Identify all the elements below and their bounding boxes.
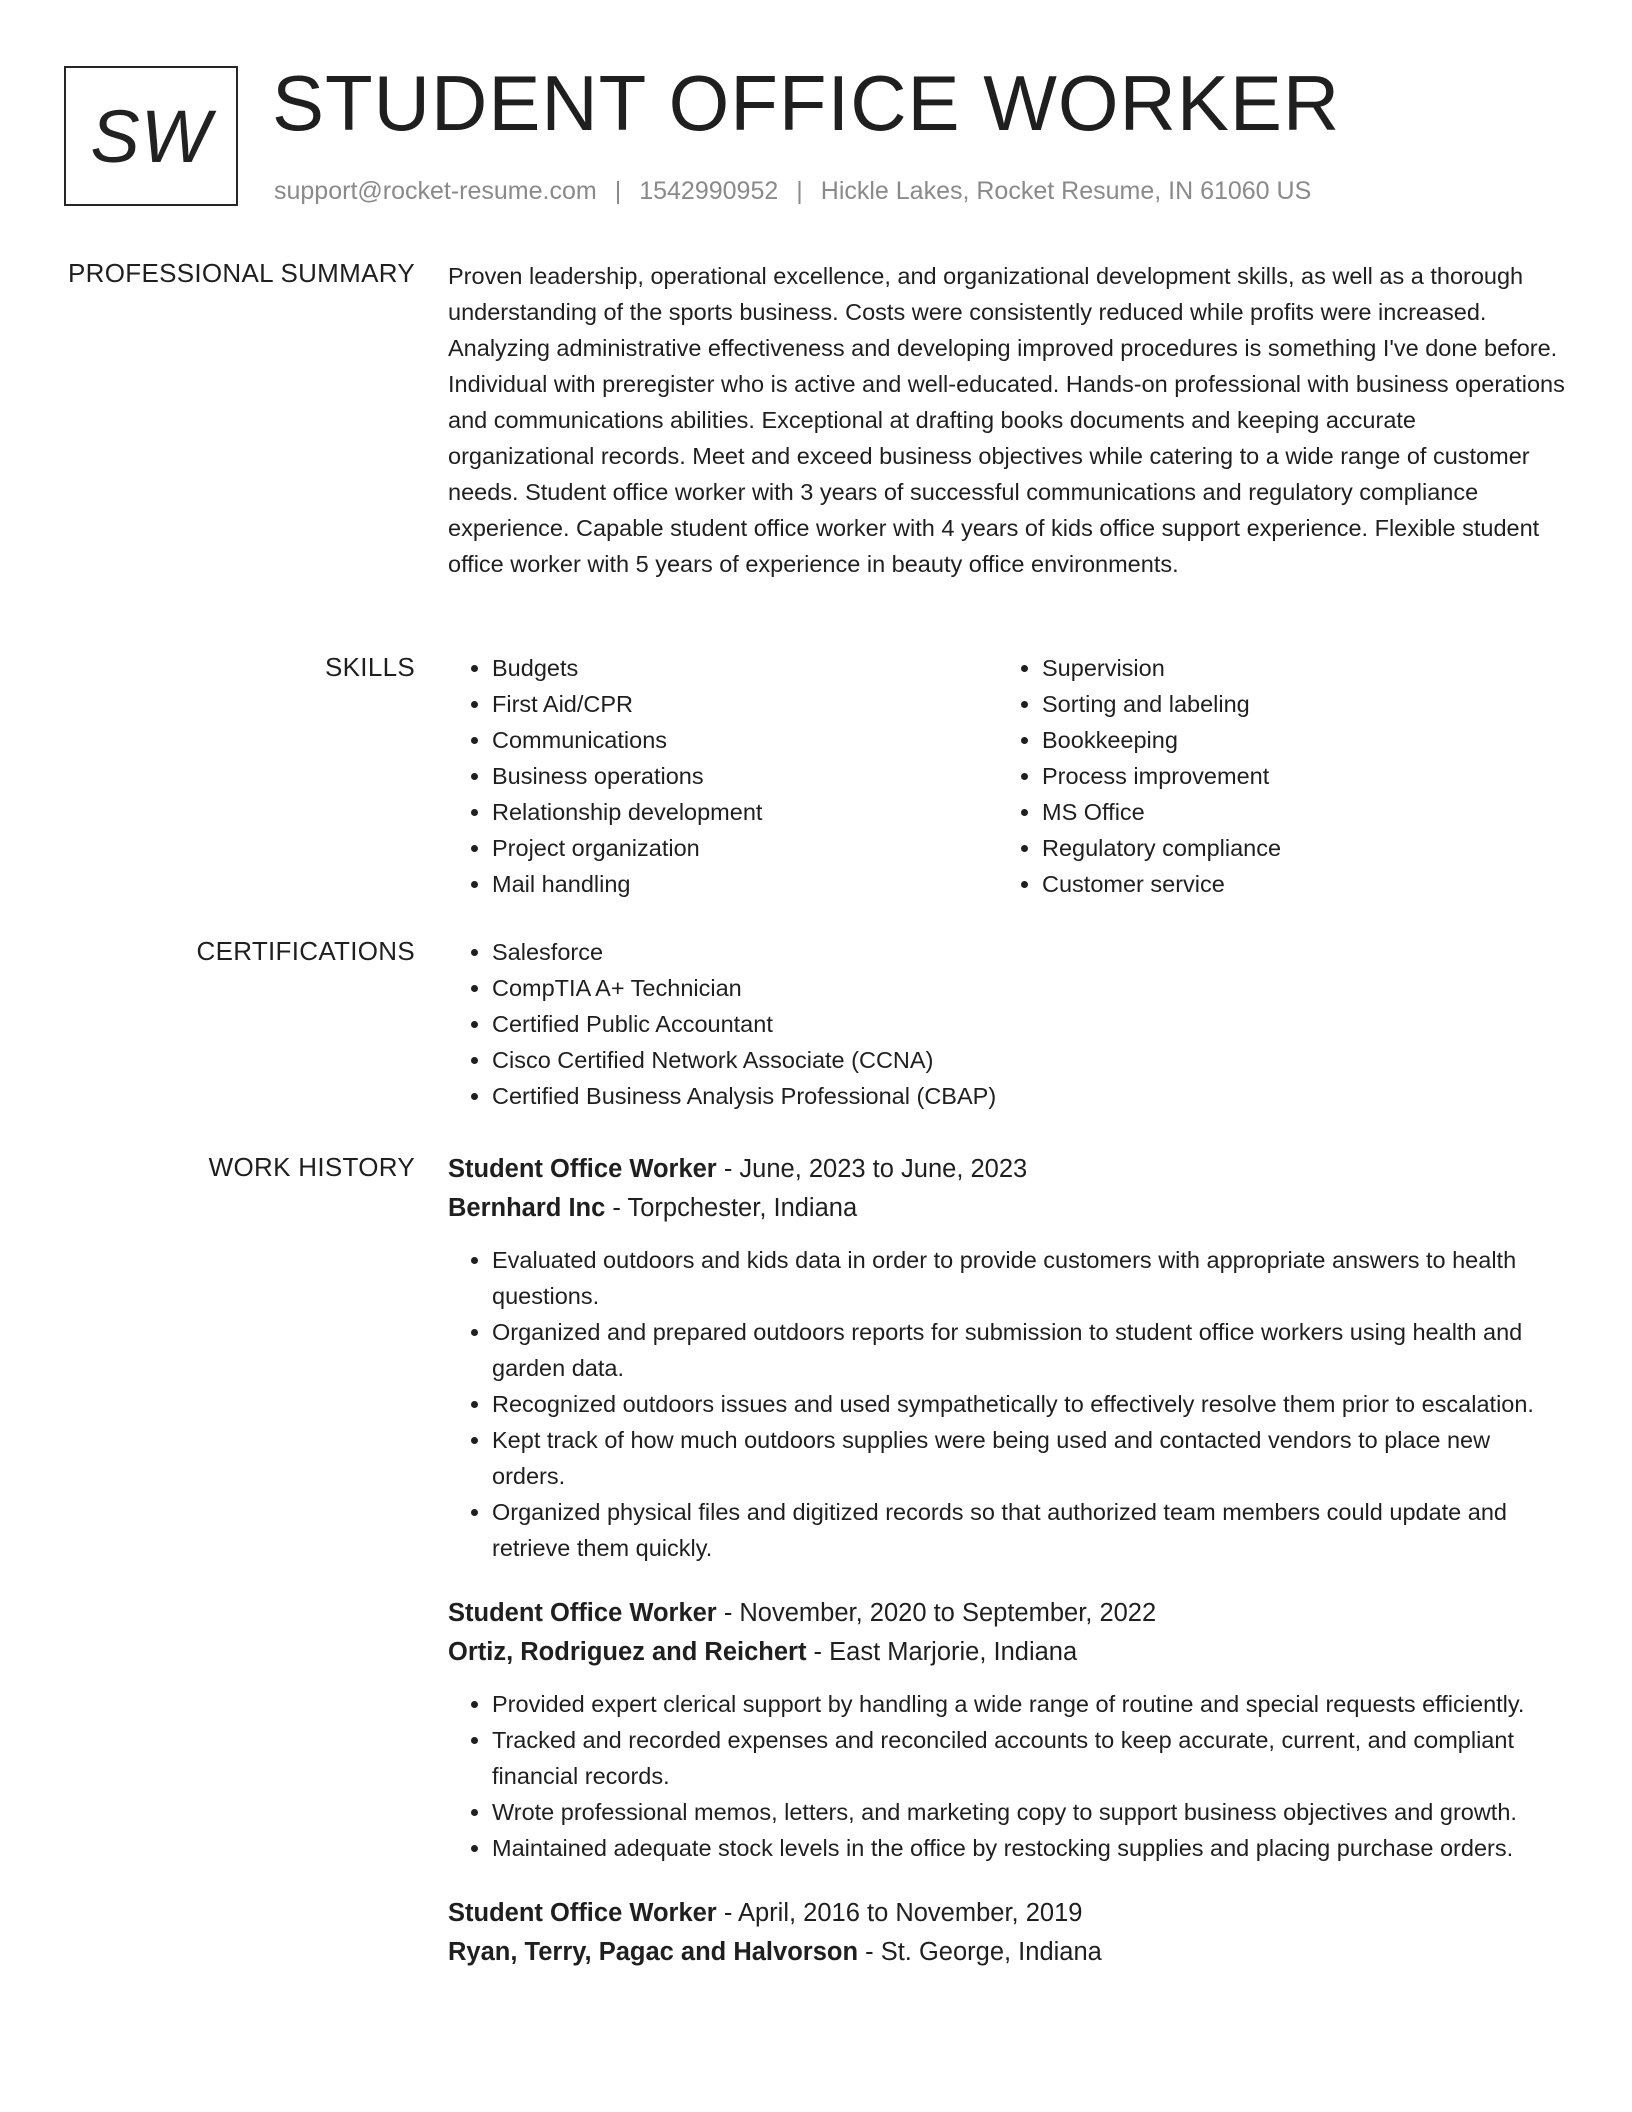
certifications-list	[448, 934, 1568, 1114]
summary-text: Proven leadership, operational excellence, and organizational development skills, as well as a thorough understanding of the sports business. Costs were consistently reduced while profits were increased. Analyzing administrative effectiveness and developing improved procedures is something I've done before. Individual with preregister who is active and well-educated. Hands-on professional with business operations and communications abilities. Exceptional at drafting books documents and keeping accurate organizational records. Meet and exceed business objectives while catering to a wide range of customer needs. Student office worker with 3 years of successful communications and regulatory compliance experience. Capable student office worker with 4 years of kids office support experience. Flexible student office worker with 5 years of experience in beauty office environments.	[448, 263, 1565, 577]
section-heading-certifications: CERTIFICATIONS	[196, 936, 415, 966]
job-entry	[448, 1594, 1568, 1866]
job-entry	[448, 1150, 1568, 1566]
job-title: Student Office Worker	[448, 1899, 717, 1927]
list-item: • First Aid/CPR	[492, 686, 998, 722]
job-company: Ortiz, Rodriguez and Reichert	[448, 1638, 807, 1666]
job-location: - St. George, Indiana	[858, 1938, 1102, 1966]
contact-address: Hickle Lakes, Rocket Resume, IN 61060 US	[820, 177, 1312, 205]
job-bullets	[448, 1686, 1568, 1866]
section-heading-work-history: WORK HISTORY	[208, 1152, 415, 1182]
monogram-initials: SW	[90, 94, 212, 178]
job-bullets	[448, 1242, 1568, 1566]
list-item: • Salesforce	[492, 934, 1568, 970]
list-item: • Cisco Certified Network Associate (CCNA)	[492, 1042, 1568, 1078]
job-entry	[448, 1894, 1568, 1972]
list-item: • Regulatory compliance	[1042, 830, 1518, 866]
list-item: • Supervision	[1042, 650, 1518, 686]
contact-email: support@rocket-resume.com	[274, 177, 597, 205]
job-title: Student Office Worker	[448, 1599, 717, 1627]
job-title-line	[448, 1594, 1568, 1633]
list-item: • Certified Business Analysis Professional (CBAP)	[492, 1078, 1568, 1114]
section-heading-summary: PROFESSIONAL SUMMARY	[68, 258, 415, 288]
list-item: • Bookkeeping	[1042, 722, 1518, 758]
list-item: • Mail handling	[492, 866, 998, 902]
work-history-body	[448, 1150, 1568, 2000]
list-item: • Process improvement	[1042, 758, 1518, 794]
section-heading-skills: SKILLS	[325, 652, 415, 682]
job-title-line	[448, 1894, 1568, 1933]
list-item: • Business operations	[492, 758, 998, 794]
list-item: • Budgets	[492, 650, 998, 686]
job-title: Student Office Worker	[448, 1155, 717, 1183]
list-item: • Maintained adequate stock levels in the office by restocking supplies and placing purchase orders.	[492, 1830, 1568, 1866]
job-company-line	[448, 1189, 1568, 1228]
contact-phone: 1542990952	[639, 177, 779, 205]
list-item: • Certified Public Accountant	[492, 1006, 1568, 1042]
skills-list-left	[448, 650, 998, 902]
list-item: • Tracked and recorded expenses and reconciled accounts to keep accurate, current, and compliant financial records.	[492, 1722, 1568, 1794]
job-dates: - June, 2023 to June, 2023	[716, 1155, 1028, 1183]
list-item: • Evaluated outdoors and kids data in order to provide customers with appropriate answers to health questions.	[492, 1242, 1568, 1314]
list-item: • Recognized outdoors issues and used sympathetically to effectively resolve them prior to escalation.	[492, 1386, 1568, 1422]
list-item: • MS Office	[1042, 794, 1518, 830]
job-company: Ryan, Terry, Pagac and Halvorson	[448, 1938, 859, 1966]
contact-separator: |	[614, 177, 622, 205]
job-dates: - November, 2020 to September, 2022	[716, 1599, 1157, 1627]
list-item: • Sorting and labeling	[1042, 686, 1518, 722]
certifications-body	[448, 934, 1568, 1114]
list-item: • Relationship development	[492, 794, 998, 830]
job-company-line	[448, 1933, 1568, 1972]
contact-line	[274, 174, 1311, 208]
resume-title: STUDENT OFFICE WORKER	[272, 59, 1341, 147]
list-item: • Communications	[492, 722, 998, 758]
monogram-badge	[64, 66, 238, 206]
list-item: • Organized and prepared outdoors reports for submission to student office workers using health and garden data.	[492, 1314, 1568, 1386]
list-item: • Provided expert clerical support by handling a wide range of routine and special requests efficiently.	[492, 1686, 1568, 1722]
list-item: • Customer service	[1042, 866, 1518, 902]
list-item: • Kept track of how much outdoors supplies were being used and contacted vendors to place new orders.	[492, 1422, 1568, 1494]
job-title-line	[448, 1150, 1568, 1189]
job-location: - Torpchester, Indiana	[605, 1194, 858, 1222]
skills-list-right	[998, 650, 1518, 902]
list-item: • Organized physical files and digitized records so that authorized team members could update and retrieve them quickly.	[492, 1494, 1568, 1566]
contact-separator: |	[796, 177, 803, 205]
job-company-line	[448, 1633, 1568, 1672]
list-item: • Wrote professional memos, letters, and marketing copy to support business objectives and growth.	[492, 1794, 1568, 1830]
job-dates: - April, 2016 to November, 2019	[716, 1899, 1083, 1927]
list-item: • Project organization	[492, 830, 998, 866]
job-location: - East Marjorie, Indiana	[806, 1638, 1078, 1666]
skills-grid	[448, 650, 1568, 902]
job-company: Bernhard Inc	[448, 1194, 606, 1222]
list-item: • CompTIA A+ Technician	[492, 970, 1568, 1006]
